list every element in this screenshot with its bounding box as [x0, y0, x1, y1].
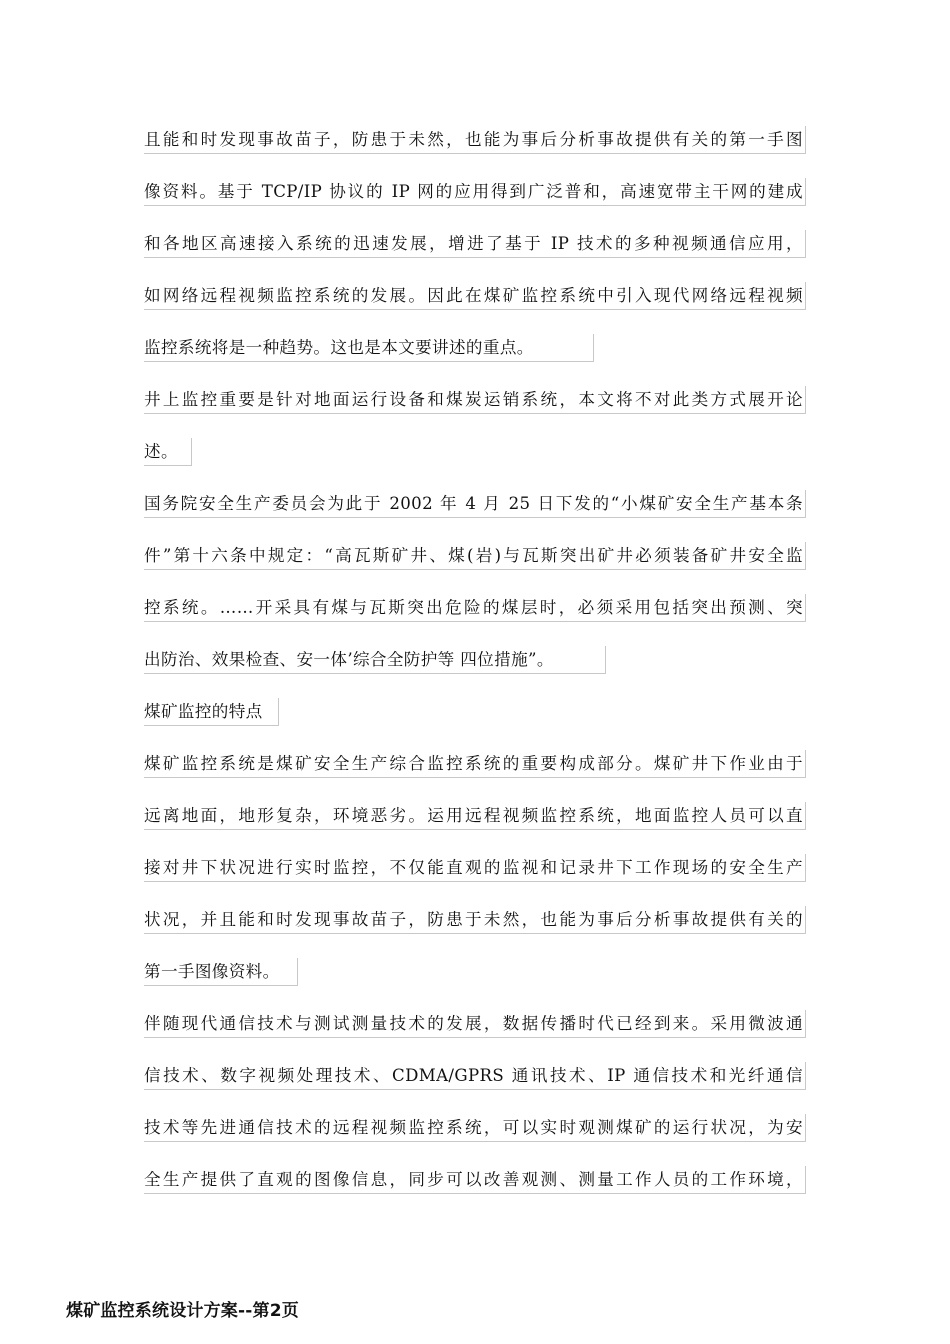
text-line: 技术等先进通信技术的远程视频监控系统，可以实时观测煤矿的运行状况，为安 — [144, 1114, 806, 1142]
text-line: 伴随现代通信技术与测试测量技术的发展，数据传播时代已经到来。采用微波通 — [144, 1010, 806, 1038]
page-footer: 煤矿监控系统设计方案--第2页 — [66, 1301, 299, 1321]
text-line: 信技术、数字视频处理技术、CDMA/GPRS 通讯技术、IP 通信技术和光纤通信 — [144, 1062, 806, 1090]
text-line: 述。 — [144, 438, 192, 466]
text-line: 井上监控重要是针对地面运行设备和煤炭运销系统，本文将不对此类方式展开论 — [144, 386, 806, 414]
text-line: 全生产提供了直观的图像信息，同步可以改善观测、测量工作人员的工作环境， — [144, 1166, 806, 1194]
text-line: 接对井下状况进行实时监控，不仅能直观的监视和记录井下工作现场的安全生产 — [144, 854, 806, 882]
text-line: 状况，并且能和时发现事故苗子，防患于未然，也能为事后分析事故提供有关的 — [144, 906, 806, 934]
text-line: 煤矿监控系统是煤矿安全生产综合监控系统的重要构成部分。煤矿井下作业由于 — [144, 750, 806, 778]
text-line: 如网络远程视频监控系统的发展。因此在煤矿监控系统中引入现代网络远程视频 — [144, 282, 806, 310]
text-line: 和各地区高速接入系统的迅速发展，增进了基于 IP 技术的多种视频通信应用， — [144, 230, 806, 258]
text-line: 像资料。基于 TCP/IP 协议的 IP 网的应用得到广泛普和，高速宽带主干网的建成 — [144, 178, 806, 206]
text-line: 且能和时发现事故苗子，防患于未然，也能为事后分析事故提供有关的第一手图 — [144, 126, 806, 154]
text-line: 第一手图像资料。 — [144, 958, 298, 986]
text-line: 国务院安全生产委员会为此于 2002 年 4 月 25 日下发的“小煤矿安全生产基本条 — [144, 490, 806, 518]
text-line: 远离地面，地形复杂，环境恶劣。运用远程视频监控系统，地面监控人员可以直 — [144, 802, 806, 830]
text-line: 控系统。……开采具有煤与瓦斯突出危险的煤层时，必须采用包括突出预测、突 — [144, 594, 806, 622]
section-heading: 煤矿监控的特点 — [144, 698, 279, 726]
text-line: 出防治、效果检查、安一体’综合全防护等 四位措施”。 — [144, 646, 606, 674]
text-line: 件”第十六条中规定：“高瓦斯矿井、煤(岩)与瓦斯突出矿井必须装备矿井安全监 — [144, 542, 806, 570]
text-line: 监控系统将是一种趋势。这也是本文要讲述的重点。 — [144, 334, 594, 362]
